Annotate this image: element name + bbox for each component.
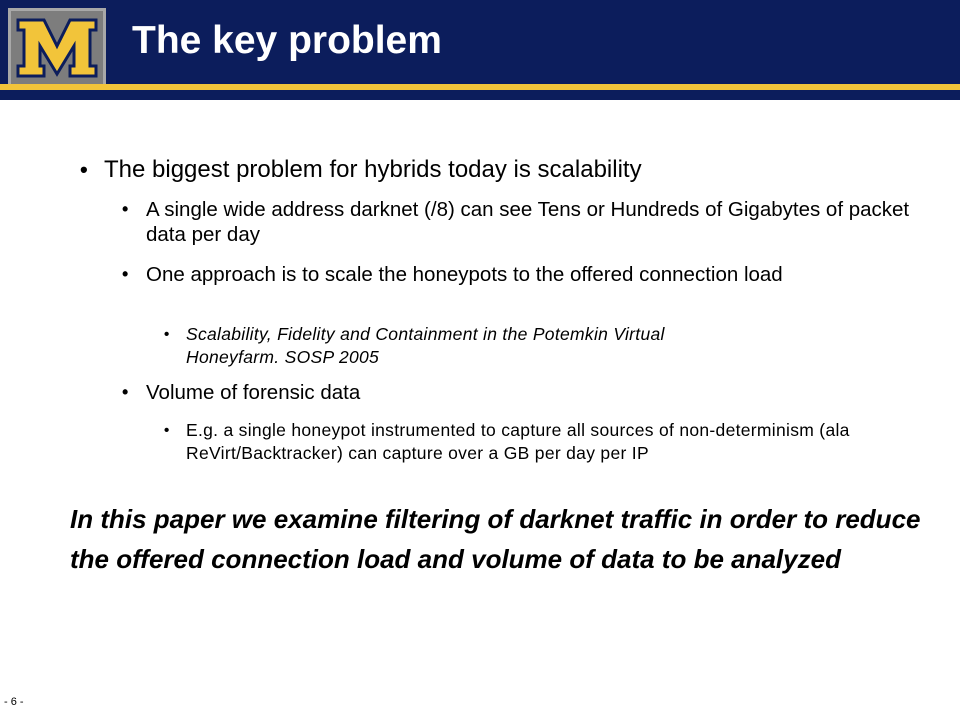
bullet-item-scale-honeypots (122, 262, 826, 287)
bullet-text: Scalability, Fidelity and Containment in the Potemkin Virtual Honeyfarm. SOSP 2005 (186, 324, 665, 367)
bullet-item-darknet (122, 197, 916, 247)
bullet-marker: • (164, 326, 170, 343)
bullet-marker: • (122, 199, 129, 219)
bullet-marker: • (122, 264, 129, 284)
bullet-text: A single wide address darknet (/8) can see Tens or Hundreds of Gigabytes of packet data per day (146, 198, 910, 246)
bullet-text: The biggest problem for hybrids today is scalability (104, 156, 642, 183)
title-bar (0, 0, 960, 100)
page-title: The key problem (132, 19, 442, 62)
bullet-text: Volume of forensic data (146, 381, 361, 404)
bullet-marker: • (80, 157, 88, 182)
bullet-item-main (80, 153, 904, 187)
bullet-text: One approach is to scale the honeypots to the offered connection load (146, 263, 783, 286)
bullet-item-honeypot-capture (164, 419, 896, 465)
conclusion-statement: In this paper we examine filtering of darknet traffic in order to reduce the offered connection load and volume of data to be analyzed (70, 504, 921, 574)
university-block-m-logo (8, 8, 106, 88)
bullet-text: E.g. a single honeypot instrumented to capture all sources of non-determinism (ala ReVirt/Backtracker) can capture over a GB per day per IP (186, 420, 850, 463)
bullet-marker: • (122, 382, 129, 402)
bullet-marker: • (164, 422, 170, 439)
bullet-item-forensic-data (122, 380, 846, 405)
page-number: - 6 - (4, 696, 24, 708)
gold-rule (0, 84, 960, 90)
bullet-item-potemkin-reference (164, 323, 746, 369)
